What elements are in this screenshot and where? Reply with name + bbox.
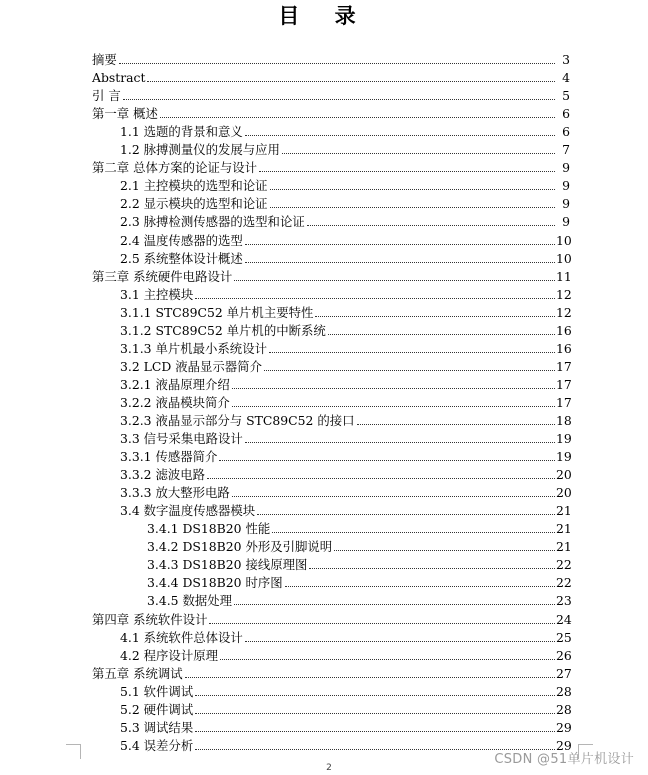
toc-entry-label: 2.2 显示模块的选型和论证 [92, 196, 269, 211]
toc-entry-page: 27 [556, 665, 572, 681]
toc-entry-label: 3.3.3 放大整形电路 [92, 485, 231, 500]
toc-entry[interactable] [92, 663, 570, 681]
toc-entry[interactable] [92, 320, 570, 338]
toc-entry[interactable] [92, 572, 570, 590]
dot-leader [147, 81, 555, 82]
toc-entry-page: 11 [556, 268, 572, 284]
toc-entry-page: 5 [562, 88, 570, 104]
dot-leader [315, 316, 555, 317]
dot-leader [245, 641, 555, 642]
toc-entry-page: 17 [556, 358, 572, 374]
dot-leader [209, 623, 555, 624]
dot-leader [259, 171, 555, 172]
dot-leader [334, 550, 555, 551]
toc-entry[interactable] [92, 464, 570, 482]
dot-leader [185, 677, 555, 678]
dot-leader [282, 153, 555, 154]
toc-entry-label: 第一章 概述 [92, 106, 158, 122]
dot-leader [195, 695, 555, 696]
dot-leader [309, 568, 555, 569]
toc-entry[interactable] [92, 139, 570, 157]
dot-leader [357, 424, 556, 425]
toc-entry-label: 摘要 [92, 52, 117, 68]
toc-entry-page: 7 [562, 142, 570, 158]
toc-entry-label: 3.4.1 DS18B20 性能 [92, 521, 271, 536]
dot-leader [328, 334, 555, 335]
toc-title: 目 录 [278, 4, 370, 28]
toc-entry[interactable] [92, 482, 570, 500]
toc-entry-label: 2.4 温度传感器的选型 [92, 233, 244, 248]
toc-entry[interactable] [92, 554, 570, 572]
dot-leader [307, 225, 555, 226]
toc-entry-page: 10 [556, 250, 572, 266]
toc-entry-label: 3.4.2 DS18B20 外形及引脚说明 [92, 539, 333, 554]
toc-entry-page: 3 [562, 52, 570, 68]
dot-leader [232, 406, 555, 407]
dot-leader [270, 189, 555, 190]
dot-leader [285, 586, 555, 587]
toc-entry[interactable] [92, 103, 570, 121]
toc-entry-label: 第四章 系统软件设计 [92, 611, 208, 627]
toc-entry-label: 2.5 系统整体设计概述 [92, 251, 244, 266]
toc-entry-label: 5.4 误差分析 [92, 738, 194, 753]
toc-entry-page: 22 [556, 575, 572, 591]
toc-entry[interactable] [92, 175, 570, 193]
toc-entry-page: 28 [556, 683, 572, 699]
toc-entry-page: 10 [556, 232, 572, 248]
toc-entry[interactable] [92, 410, 570, 428]
toc-entry[interactable] [92, 645, 570, 663]
dot-leader [195, 713, 555, 714]
toc-entry[interactable] [92, 85, 570, 103]
toc-entry[interactable] [92, 500, 570, 518]
toc-entry-label: 3.3.2 滤波电路 [92, 467, 206, 482]
toc-entry-page: 16 [556, 322, 572, 338]
toc-entry[interactable] [92, 266, 570, 284]
toc-entry-page: 18 [556, 412, 572, 428]
toc-entry-page: 24 [556, 611, 572, 627]
toc-entry-label: 3.4 数字温度传感器模块 [92, 503, 256, 518]
toc-entry-page: 21 [556, 521, 572, 537]
toc-entry-label: 3.1.1 STC89C52 单片机主要特性 [92, 305, 314, 320]
toc-entry-label: 5.3 调试结果 [92, 720, 194, 735]
toc-entry-label: 引 言 [92, 88, 121, 104]
dot-leader [232, 496, 555, 497]
toc-entry-page: 29 [556, 737, 572, 753]
toc-entry-label: 3.4.5 数据处理 [92, 593, 233, 608]
toc-entry[interactable] [92, 392, 570, 410]
toc-entry[interactable] [92, 536, 570, 554]
toc-entry-label: 3.4.3 DS18B20 接线原理图 [92, 557, 308, 572]
toc-entry[interactable] [92, 302, 570, 320]
toc-entry-page: 21 [556, 503, 572, 519]
toc-entry-page: 29 [556, 719, 572, 735]
dot-leader [269, 352, 555, 353]
toc-entry[interactable] [92, 248, 570, 266]
toc-entry[interactable] [92, 229, 570, 247]
toc-entry-page: 20 [556, 467, 572, 483]
toc-entry-page: 23 [556, 593, 572, 609]
toc-entry[interactable] [92, 608, 570, 626]
dot-leader [245, 244, 555, 245]
dot-leader [245, 262, 555, 263]
toc-entry-page: 28 [556, 701, 572, 717]
toc-entry-page: 16 [556, 340, 572, 356]
dot-leader [245, 135, 555, 136]
toc-entry-label: 5.1 软件调试 [92, 684, 194, 699]
toc-entry[interactable] [92, 121, 570, 139]
toc-entry[interactable] [92, 717, 570, 735]
toc-entry-page: 26 [556, 647, 572, 663]
toc-entry[interactable] [92, 193, 570, 211]
toc-entry[interactable] [92, 374, 570, 392]
toc-entry-label: 1.2 脉搏测量仪的发展与应用 [92, 142, 281, 157]
toc-entry-page: 4 [562, 70, 570, 86]
toc-entry-label: 第二章 总体方案的论证与设计 [92, 160, 258, 176]
toc-entry-label: Abstract [92, 70, 146, 86]
toc-entry-label: 3.4.4 DS18B20 时序图 [92, 575, 284, 590]
toc-entry-label: 3.2 LCD 液晶显示器简介 [92, 359, 263, 374]
table-of-contents [92, 49, 570, 753]
toc-entry-page: 19 [556, 431, 572, 447]
toc-entry-label: 3.2.1 液晶原理介绍 [92, 377, 231, 392]
crop-mark-left [66, 744, 81, 759]
toc-entry[interactable] [92, 518, 570, 536]
toc-entry[interactable] [92, 627, 570, 645]
toc-entry-label: 3.3.1 传感器简介 [92, 449, 218, 464]
dot-leader [195, 731, 555, 732]
toc-entry[interactable] [92, 446, 570, 464]
toc-entry-label: 1.1 选题的背景和意义 [92, 124, 244, 139]
dot-leader [245, 442, 555, 443]
toc-entry-label: 第五章 系统调试 [92, 665, 183, 681]
dot-leader [123, 99, 555, 100]
dot-leader [232, 388, 555, 389]
toc-entry-page: 19 [556, 449, 572, 465]
toc-entry-page: 22 [556, 557, 572, 573]
toc-entry-page: 20 [556, 485, 572, 501]
dot-leader [219, 460, 555, 461]
csdn-watermark: CSDN @51单片机设计 [494, 752, 634, 767]
dot-leader [264, 370, 555, 371]
toc-entry-page: 9 [562, 178, 570, 194]
dot-leader [270, 207, 555, 208]
dot-leader [272, 532, 555, 533]
toc-entry-label: 2.1 主控模块的选型和论证 [92, 178, 269, 193]
toc-entry-label: 3.1 主控模块 [92, 287, 194, 302]
toc-entry-page: 6 [562, 106, 570, 122]
toc-entry-label: 3.1.2 STC89C52 单片机的中断系统 [92, 323, 327, 338]
dot-leader [195, 298, 555, 299]
toc-entry[interactable] [92, 67, 570, 85]
toc-entry-page: 12 [556, 304, 572, 320]
toc-entry-page: 17 [556, 376, 572, 392]
toc-entry[interactable] [92, 699, 570, 717]
page-number: 2 [326, 763, 332, 773]
toc-entry[interactable] [92, 356, 570, 374]
dot-leader [234, 604, 555, 605]
dot-leader [234, 280, 555, 281]
dot-leader [207, 478, 555, 479]
toc-entry-page: 21 [556, 539, 572, 555]
toc-entry[interactable] [92, 338, 570, 356]
toc-entry[interactable] [92, 428, 570, 446]
toc-entry[interactable] [92, 284, 570, 302]
toc-entry-label: 3.3 信号采集电路设计 [92, 431, 244, 446]
toc-entry-label: 3.2.3 液晶显示部分与 STC89C52 的接口 [92, 413, 356, 428]
dot-leader [257, 514, 555, 515]
toc-entry[interactable] [92, 681, 570, 699]
toc-entry-page: 9 [562, 196, 570, 212]
toc-entry-label: 5.2 硬件调试 [92, 702, 194, 717]
dot-leader [160, 117, 555, 118]
toc-entry-page: 9 [562, 160, 570, 176]
toc-entry-label: 4.2 程序设计原理 [92, 648, 219, 663]
toc-entry-page: 17 [556, 394, 572, 410]
toc-entry-label: 2.3 脉搏检测传感器的选型和论证 [92, 214, 306, 229]
toc-entry-page: 12 [556, 286, 572, 302]
toc-entry[interactable] [92, 211, 570, 229]
toc-entry[interactable] [92, 590, 570, 608]
toc-entry-page: 9 [562, 214, 570, 230]
toc-entry[interactable] [92, 49, 570, 67]
toc-entry[interactable] [92, 157, 570, 175]
dot-leader [119, 63, 555, 64]
dot-leader [220, 659, 555, 660]
toc-entry-label: 4.1 系统软件总体设计 [92, 630, 244, 645]
toc-entry-label: 3.1.3 单片机最小系统设计 [92, 341, 268, 356]
toc-entry-label: 3.2.2 液晶模块简介 [92, 395, 231, 410]
toc-entry-page: 6 [562, 124, 570, 140]
toc-entry-page: 25 [556, 629, 572, 645]
toc-entry-label: 第三章 系统硬件电路设计 [92, 268, 233, 284]
